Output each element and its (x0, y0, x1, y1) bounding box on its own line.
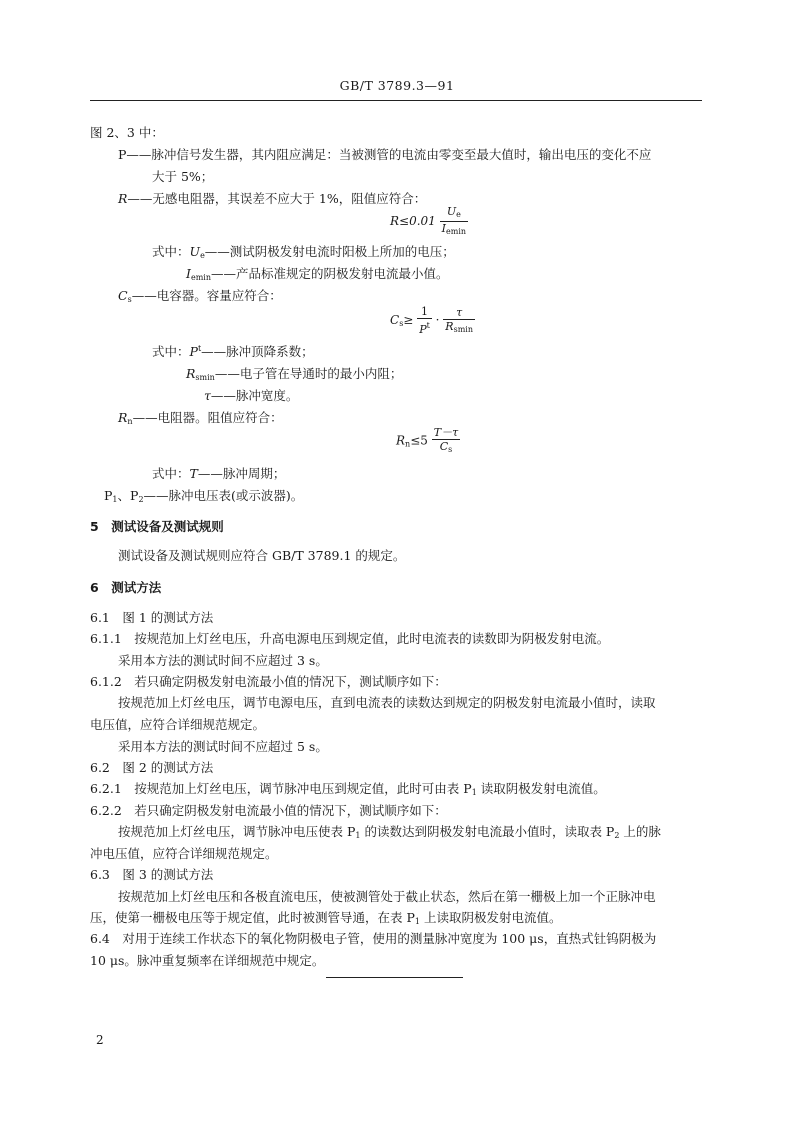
p-desc-line1: ——脉冲信号发生器，其内阻应满足：当被测管的电流由零变至最大值时，输出电压的变化不应 (126, 147, 652, 162)
r-where-imin: $I_{emin}——$产品标准规定的阴极发射电流最小值。 (186, 266, 449, 282)
r-formula-numerator: $U_e$ (440, 205, 468, 222)
clause-6-1-2-body-line2: 电压值，应符合详细规范规定。 (90, 717, 266, 732)
end-rule (326, 977, 463, 978)
clause-6-2-1: 6.2.1 按规范加上灯丝电压，调节脉冲电压到规定值，此时可由表 $P_1$ 读取阴极发射电流值。 (90, 781, 606, 797)
rn-definition: $R_n——$电阻器。阻值应符合： (118, 410, 283, 426)
clause-6-3-body-line1: 按规范加上灯丝电压和各极直流电压，使被测管处于截止状态，然后在第一栅极上加一个正脉冲电 (118, 889, 656, 904)
document-header: GB/T 3789.3—91 (339, 78, 455, 93)
clause-6-3: 6.3 图 3 的测试方法 (90, 867, 214, 882)
p-definition (118, 145, 651, 163)
notes-intro: 图 2、3 中： (90, 125, 164, 140)
rn-formula-fraction: $\frac{T-\tau}{C_s}$ (433, 426, 459, 454)
page-number: 2 (96, 1033, 104, 1047)
cs-formula: $C_s\ge$ $\frac{1}{P^t}$ · $\frac{\tau}{R_{smin}}$ (390, 305, 473, 336)
r-formula-lhs: R≤0.01 (390, 214, 436, 228)
cs-formula-fraction1: $\frac{1}{P^t}$ (419, 305, 430, 336)
clause-6-4-line1: 6.4 对用于连续工作状态下的氧化物阴极电子管，使用的测量脉冲宽度为 100 μs，直热式钍钨阴极为 (90, 931, 657, 946)
clause-6-1-1-note: 采用本方法的测试时间不应超过 3 s。 (118, 653, 328, 668)
cs-formula-fraction2: $\frac{\tau}{R_{smin}}$ (445, 305, 473, 334)
p-symbol: P (118, 147, 127, 162)
clause-6-3-body-line2: 压，使第一栅极电压等于规定值，此时被测管导通，在表 $P_1$ 上读取阴极发射电流值。 (90, 910, 562, 926)
header-rule (90, 100, 702, 101)
clause-6-1-2: 6.1.2 若只确定阴极发射电流最小值的情况下，测试顺序如下： (90, 674, 447, 689)
clause-6-2-2: 6.2.2 若只确定阴极发射电流最小值的情况下，测试顺序如下： (90, 803, 447, 818)
clause-6-2-2-body-line2: 冲电压值，应符合详细规范规定。 (90, 846, 278, 861)
clause-6-2: 6.2 图 2 的测试方法 (90, 760, 214, 775)
p1-p2-definition: $P_1$、$P_2——$脉冲电压表(或示波器)。 (104, 488, 304, 504)
r-where-ue: 式中：$U_e——$测试阴极发射电流时阳极上所加的电压； (152, 244, 455, 260)
clause-6-1-2-note: 采用本方法的测试时间不应超过 5 s。 (118, 739, 328, 754)
clause-6-4-line2: 10 μs。脉冲重复频率在详细规范中规定。 (90, 953, 325, 968)
section-6-heading: 6 测试方法 (90, 580, 162, 595)
clause-6-1: 6.1 图 1 的测试方法 (90, 610, 214, 625)
section-5-heading: 5 测试设备及测试规则 (90, 519, 224, 534)
clause-6-1-1: 6.1.1 按规范加上灯丝电压，升高电源电压到规定值，此时电流表的读数即为阴极发射电流。 (90, 631, 610, 646)
r-formula-denominator: $I_{emin}$ (441, 222, 467, 236)
cs-where-pt: 式中：$P^t——$脉冲顶降系数； (152, 344, 314, 359)
rn-formula: $R_n\le 5$ $\frac{T-\tau}{C_s}$ (396, 426, 459, 454)
r-desc: ——无感电阻器，其误差不应大于 1%，阻值应符合： (127, 191, 427, 206)
r-formula (390, 205, 468, 238)
rn-where-t: 式中：T——脉冲周期； (152, 466, 286, 481)
cs-definition: $C_s——$电容器。容量应符合： (118, 288, 282, 304)
clause-6-2-2-body-line1: 按规范加上灯丝电压，调节脉冲电压使表 $P_1$ 的读数达到阴极发射电流最小值时，读取表 $P_2$ 上的脉 (118, 824, 661, 840)
r-symbol: R (118, 191, 128, 206)
section-5-body: 测试设备及测试规则应符合 GB/T 3789.1 的规定。 (118, 548, 406, 563)
r-formula-fraction (440, 205, 468, 238)
p-desc-line2: 大于 5%； (152, 169, 214, 184)
cs-where-tau: τ——脉冲宽度。 (204, 388, 299, 403)
cs-where-rsmin: $R_{smin}——$电子管在导通时的最小内阻； (186, 366, 403, 382)
r-definition (118, 189, 426, 207)
clause-6-1-2-body-line1: 按规范加上灯丝电压，调节电源电压，直到电流表的读数达到规定的阴极发射电流最小值时，读取 (118, 695, 656, 710)
